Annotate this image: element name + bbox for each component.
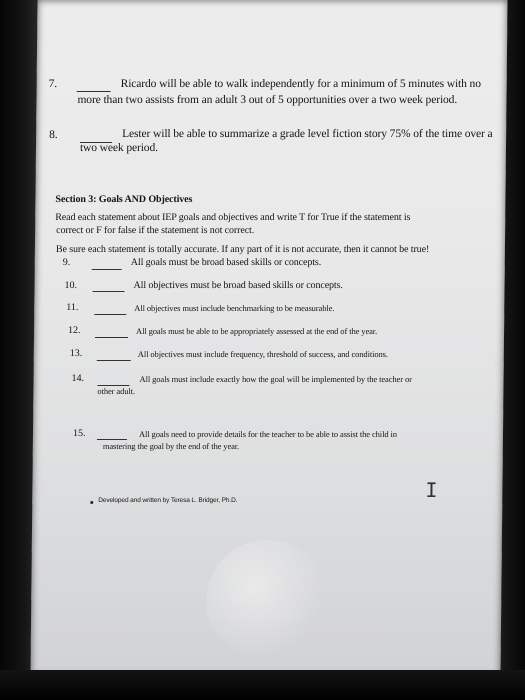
screen-glare (206, 540, 327, 660)
item-7-text-line2: more than two assists from an adult 3 out of 5 opportunities over a two week period. (77, 94, 458, 106)
item-7-answer-blank[interactable] (77, 91, 111, 92)
item-7-number: 7. (48, 78, 58, 90)
section-title: Section 3: Goals AND Objectives (55, 194, 193, 205)
bullet-icon (90, 501, 93, 504)
statement-12-text: All goals must be able to be appropriately assessed at the end of the year. (136, 326, 378, 336)
item-8-text-line1: Lester will be able to summarize a grade level fiction story 75% of the time over a (122, 128, 493, 140)
statement-10-answer-blank[interactable] (92, 291, 124, 292)
statement-9-answer-blank[interactable] (92, 269, 122, 270)
statement-9-number: 9. (62, 257, 71, 268)
statement-10-number: 10. (64, 280, 78, 291)
section-instructions-line2: correct or F for false if the statement is not correct. (56, 225, 255, 236)
section-instructions-line1: Read each statement about IEP goals and objectives and write T for True if the statement is (55, 212, 411, 223)
item-8-number: 8. (49, 129, 58, 141)
statement-13-number: 13. (69, 348, 83, 359)
document-page (30, 0, 507, 676)
item-8-text-line2: two week period. (79, 142, 158, 154)
statement-12-answer-blank[interactable] (95, 337, 128, 338)
statement-10-text: All objectives must be broad based skills or concepts. (133, 280, 343, 291)
statement-13-text: All objectives must include frequency, threshold of success, and conditions. (137, 349, 388, 359)
statement-15-number: 15. (72, 428, 86, 439)
statement-9-text: All goals must be broad based skills or concepts. (130, 257, 322, 268)
statement-14-text-line2: other adult. (97, 386, 136, 396)
statement-14-text-line1: All goals must include exactly how the goal will be implemented by the teacher or (139, 374, 412, 384)
statement-11-number: 11. (66, 302, 79, 313)
statement-15-text-line2: mastering the goal by the end of the year. (102, 441, 240, 451)
text-cursor-icon: I (425, 478, 438, 502)
statement-13-answer-blank[interactable] (97, 360, 131, 361)
monitor-bezel-bottom (0, 670, 525, 700)
statement-11-answer-blank[interactable] (94, 314, 126, 315)
footer-credit: Developed and written by Teresa L. Bridger, Ph.D. (98, 497, 238, 504)
statement-11-text: All objectives must include benchmarking to be measurable. (134, 303, 335, 313)
statement-15-answer-blank[interactable] (97, 439, 127, 440)
section-note: Be sure each statement is totally accurate. If any part of it is not accurate, then it cannot be true! (55, 244, 430, 255)
statement-12-number: 12. (68, 325, 81, 336)
statement-15-text-line1: All goals need to provide details for the teacher to be able to assist the child in (138, 429, 398, 439)
item-7-text-line1: Ricardo will be able to walk independently for a minimum of 5 minutes with no (120, 78, 481, 90)
statement-14-number: 14. (71, 373, 85, 384)
